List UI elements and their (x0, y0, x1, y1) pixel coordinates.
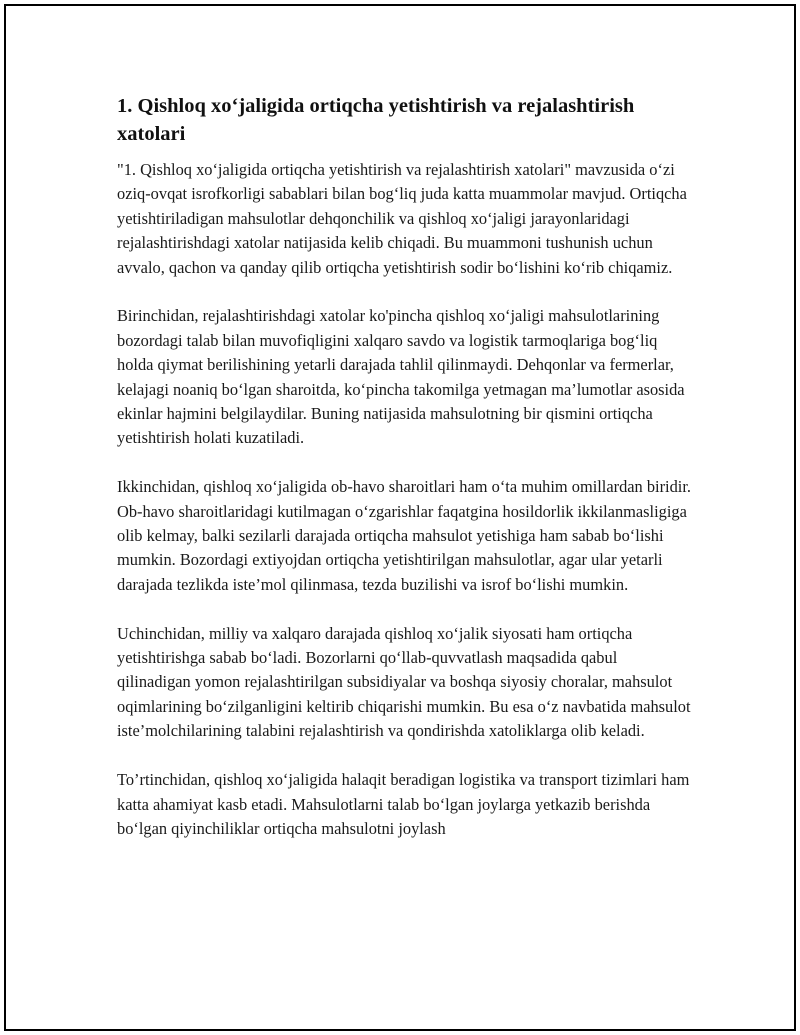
paragraph-second-reason: Ikkinchidan, qishloq xo‘jaligida ob-havo sharoitlari ham o‘ta muhim omillardan biridir. Ob-havo sharoitlaridagi kutilmagan o‘zgarishlar faqatgina hosildorlik ikkilanmasligiga olib kelmay, balki sezilarli darajada ortiqcha mahsulot yetishiga ham sabab bo‘lishi mumkin. Bozordagi extiyojdan ortiqcha yetishtirilgan mahsulotlar, agar ular yetarli darajada tezlikda iste’mol qilinmasa, tezda buzilishi va isrof bo‘lishi mumkin. (117, 477, 692, 594)
paragraph-first-reason: Birinchidan, rejalashtirishdagi xatolar ko'pincha qishloq xo‘jaligi mahsulotlarining bozordagi talab bilan muvofiqligini xalqaro savdo va logistik tarmoqlariga bog‘liq holda qiymat berilishining yetarli darajada tahlil qilinmaydi. Dehqonlar va fermerlar, kelajagi noaniq bo‘lgan sharoitda, ko‘pincha takomilga yetmagan ma’lumotlar asosida ekinlar hajmini belgilaydilar. Buning natijasida mahsulotning bir qismini ortiqcha yetishtirish holati kuzatiladi. (117, 306, 685, 448)
section-title: 1. Qishloq xo‘jaligida ortiqcha yetishtirish va rejalashtirish xatolari (117, 95, 635, 145)
document-body (117, 92, 692, 841)
paragraph-intro: "1. Qishloq xo‘jaligida ortiqcha yetishtirish va rejalashtirish xatolari" mavzusida o‘zi oziq-ovqat isrofkorligi sabablari bilan bog‘liq juda katta muammolar mavjud. Ortiqcha yetishtiriladigan mahsulotlar dehqonchilik va qishloq xo‘jaligi jarayonlaridagi rejalashtirishdagi xatolar natijasida kelib chiqadi. Bu muammoni tushunish uchun avvalo, qachon va qanday qilib ortiqcha yetishtirish sodir bo‘lishini ko‘rib chiqamiz. (117, 160, 687, 277)
paragraph-fourth-reason: To’rtinchidan, qishloq xo‘jaligida halaqit beradigan logistika va transport tizimlari ham katta ahamiyat kasb etadi. Mahsulotlarni talab bo‘lgan joylarga yetkazib berishda bo‘lgan qiyinchiliklar ortiqcha mahsulotni joylash (117, 770, 690, 838)
paragraph-third-reason: Uchinchidan, milliy va xalqaro darajada qishloq xo‘jalik siyosati ham ortiqcha yetishtirishga sabab bo‘ladi. Bozorlarni qo‘llab-quvvatlash maqsadida qabul qilinadigan yomon rejalashtirilgan subsidiyalar va boshqa siyosiy choralar, mahsulot oqimlarining bo‘zilganligini keltirib chiqarishi mumkin. Bu esa o‘z navbatida mahsulot iste’molchilarining talabini rejalashtirish va qondirishda xatoliklarga olib keladi. (117, 623, 691, 741)
